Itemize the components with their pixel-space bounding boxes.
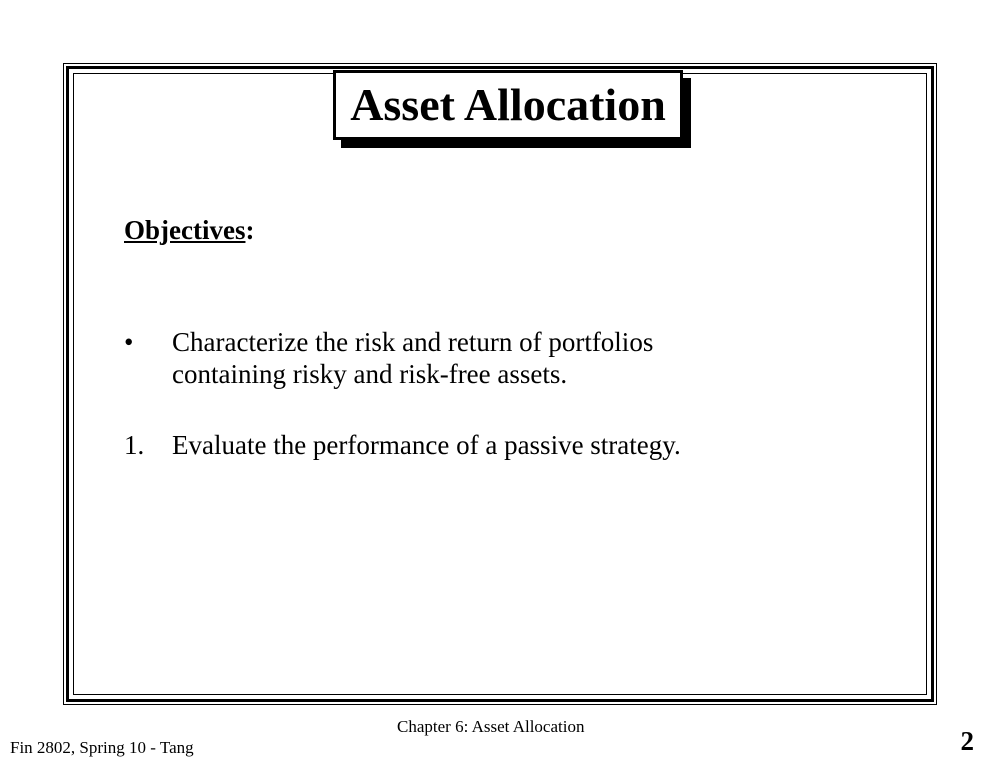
footer-course-info: Fin 2802, Spring 10 - Tang — [10, 738, 194, 757]
objectives-heading — [124, 214, 254, 246]
page-number: 2 — [960, 726, 974, 756]
objective-item-2-text — [172, 429, 872, 461]
objectives-colon: : — [245, 215, 255, 245]
objective-item-1-line-1: Characterize the risk and return of portfolios — [172, 327, 654, 357]
bullet-marker: • — [124, 327, 134, 357]
title-box — [333, 70, 683, 140]
objective-item-1 — [124, 326, 884, 392]
number-marker: 1. — [124, 430, 145, 460]
objectives-label: Objectives — [124, 215, 246, 245]
objective-item-1-text — [172, 326, 872, 390]
objective-item-2 — [124, 429, 884, 463]
objective-item-2-line-1: Evaluate the performance of a passive strategy. — [172, 430, 681, 460]
objective-item-1-line-2: containing risky and risk-free assets. — [172, 359, 568, 389]
slide-title: Asset Allocation — [350, 79, 666, 130]
footer-chapter-title: Chapter 6: Asset Allocation — [397, 717, 585, 736]
